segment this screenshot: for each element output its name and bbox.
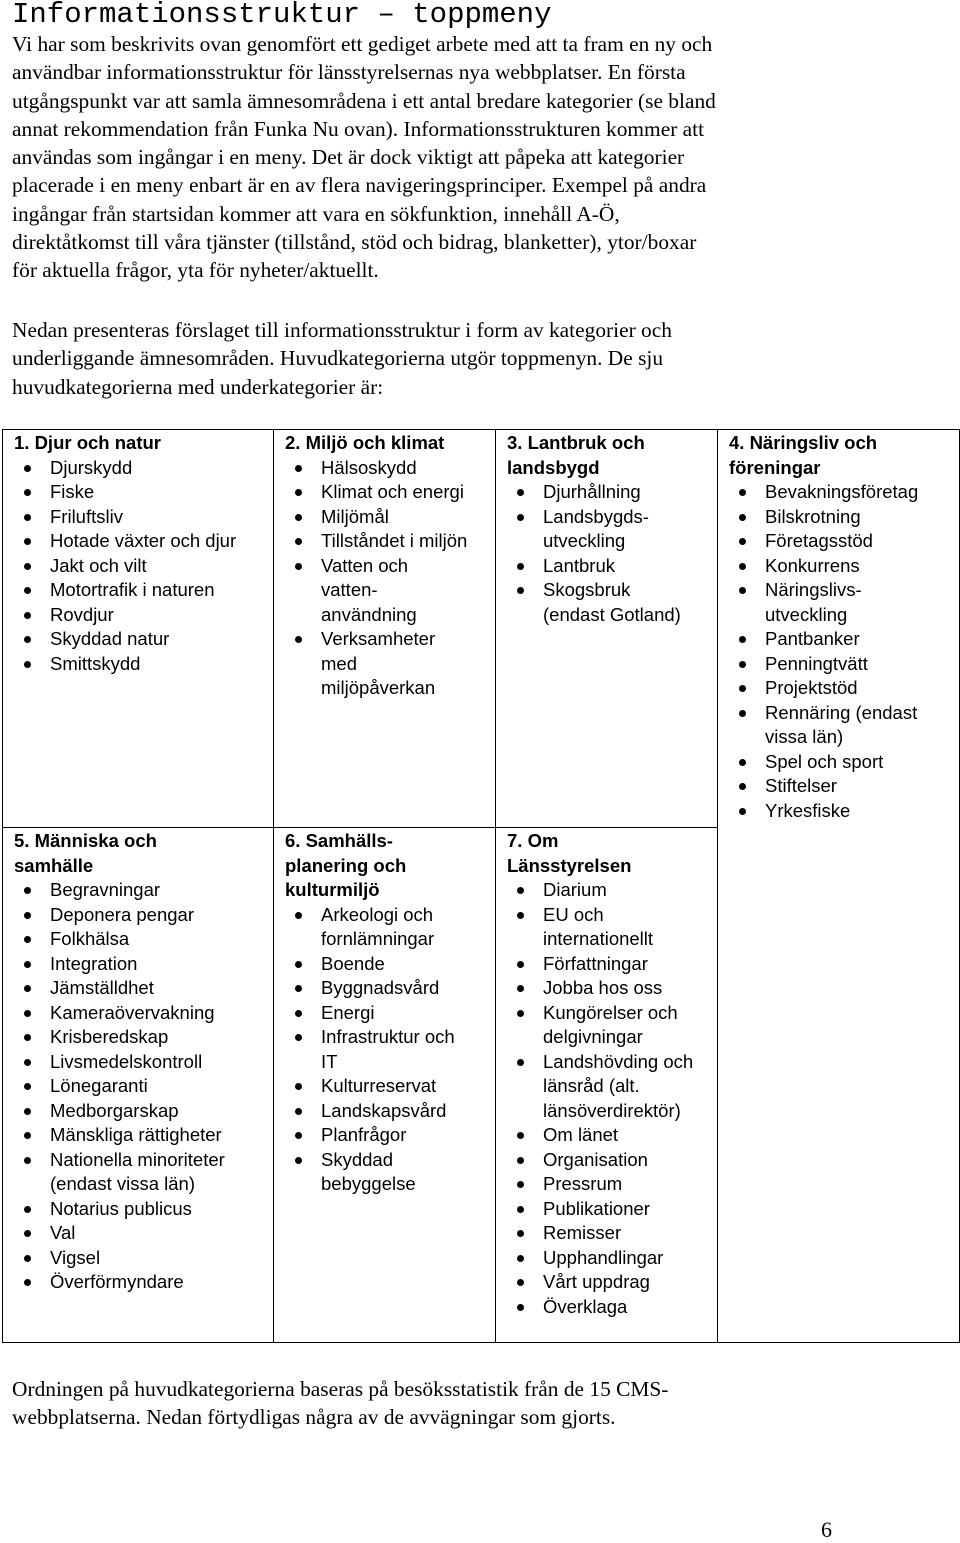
subcategory-label: Författningar xyxy=(543,952,648,974)
subcategory-item xyxy=(729,652,951,677)
subcategory-item xyxy=(285,456,487,481)
subcategory-label: Rennäring (endast xyxy=(765,701,918,723)
subcategory-label: Landshövding och xyxy=(543,1050,694,1072)
category-title-line: 5. Människa och xyxy=(14,830,157,851)
category-cell xyxy=(3,430,274,828)
subcategory-label: Remisser xyxy=(543,1222,622,1243)
subcategory-label: Bilskrotning xyxy=(765,505,861,527)
subcategory-label: Jobba hos oss xyxy=(543,977,663,998)
subcategory-item xyxy=(729,480,951,505)
subcategory-item xyxy=(14,505,265,530)
subcategory-label: Kameraövervakning xyxy=(50,1001,215,1023)
paragraph-line: Vi har som beskrivits ovan genomfört ett gediget arbete med att ta fram en ny och xyxy=(12,32,713,56)
subcategory-item xyxy=(507,1246,709,1271)
subcategory-item xyxy=(507,952,709,977)
category-title-line: 1. Djur och natur xyxy=(14,432,161,453)
subcategory-item xyxy=(14,1074,265,1099)
subcategory-item xyxy=(507,554,709,579)
subcategory-label: Konkurrens xyxy=(765,554,860,576)
category-title xyxy=(729,431,951,480)
subcategory-label: EU och xyxy=(543,903,604,925)
category-title-line: kulturmiljö xyxy=(285,879,380,900)
subcategory-item xyxy=(14,1221,265,1246)
subcategory-label: Rovdjur xyxy=(50,603,114,625)
subcategory-label: Friluftsliv xyxy=(50,505,123,527)
subcategory-label: Infrastruktur och xyxy=(321,1026,455,1047)
subcategory-item xyxy=(507,1123,709,1148)
subcategory-label: vissa län) xyxy=(765,726,844,747)
subcategory-item xyxy=(507,1197,709,1222)
subcategory-label: Yrkesfiske xyxy=(765,799,851,821)
subcategory-item xyxy=(14,1025,265,1050)
subcategory-item xyxy=(14,1197,265,1222)
subcategory-label: Vigsel xyxy=(50,1246,101,1268)
paragraph-line: webbplatserna. Nedan förtydligas några av de avvägningar som gjorts. xyxy=(12,1405,616,1430)
category-title xyxy=(285,431,487,456)
subcategory-label: Medborgarskap xyxy=(50,1099,179,1121)
subcategory-item xyxy=(14,1246,265,1271)
subcategory-label: (endast vissa län) xyxy=(50,1173,195,1194)
subcategory-item xyxy=(285,952,487,977)
category-title-line: Länsstyrelsen xyxy=(507,854,632,876)
subcategory-item xyxy=(14,480,265,505)
subcategory-label: Om länet xyxy=(543,1124,619,1145)
subcategory-item xyxy=(14,627,265,652)
subcategory-list xyxy=(14,456,265,677)
subcategory-list xyxy=(285,903,487,1197)
subcategory-item xyxy=(285,554,487,628)
closing-paragraph xyxy=(12,1375,952,1432)
category-cell xyxy=(718,430,960,1343)
subcategory-label: Vårt uppdrag xyxy=(543,1271,650,1292)
subcategory-label: Upphandlingar xyxy=(543,1246,664,1268)
subcategory-label: IT xyxy=(321,1050,338,1072)
subcategory-label: Miljömål xyxy=(321,505,389,527)
subcategory-item xyxy=(14,554,265,579)
subcategory-item xyxy=(729,799,951,824)
subcategory-item xyxy=(14,976,265,1001)
subcategory-label: Spel och sport xyxy=(765,750,884,772)
subcategory-item xyxy=(285,976,487,1001)
subcategory-label: Lantbruk xyxy=(543,554,615,576)
subcategory-label: Skogsbruk xyxy=(543,579,631,600)
subcategory-label: Landskapsvård xyxy=(321,1099,447,1121)
subcategory-item xyxy=(14,952,265,977)
category-cell xyxy=(274,828,496,1343)
subcategory-label: Folkhälsa xyxy=(50,928,130,949)
subcategory-item xyxy=(285,1123,487,1148)
paragraph-line: användas som ingångar i en meny. Det är dock viktigt att påpeka att kategorier xyxy=(12,145,685,170)
subcategory-item xyxy=(14,652,265,677)
subcategory-item xyxy=(729,505,951,530)
paragraph-line: Nedan presenteras förslaget till informationsstruktur i form av kategorier och xyxy=(12,318,672,342)
subcategory-item xyxy=(507,903,709,952)
subcategory-label: Notarius publicus xyxy=(50,1197,192,1219)
category-cell xyxy=(496,828,718,1343)
subcategory-item xyxy=(14,1099,265,1124)
subcategory-item xyxy=(729,627,951,652)
paragraph-line: huvudkategorierna med underkategorier är: xyxy=(12,374,384,399)
subcategory-label: Begravningar xyxy=(50,879,161,900)
category-title-line: 6. Samhälls- xyxy=(285,830,393,851)
subcategory-label: Val xyxy=(50,1222,76,1243)
subcategory-label: Hotade växter och djur xyxy=(50,530,237,551)
subcategory-label: Bevakningsföretag xyxy=(765,481,919,502)
category-title-line: föreningar xyxy=(729,456,821,478)
category-title xyxy=(507,431,709,480)
category-cell xyxy=(3,828,274,1343)
subcategory-list xyxy=(507,878,709,1319)
section-heading: Informationsstruktur – toppmeny xyxy=(12,0,552,31)
proposal-paragraph xyxy=(12,316,952,401)
subcategory-item xyxy=(14,1050,265,1075)
subcategory-label: Överklaga xyxy=(543,1295,628,1317)
subcategory-item xyxy=(729,676,951,701)
subcategory-item xyxy=(507,878,709,903)
subcategory-item xyxy=(507,1295,709,1320)
subcategory-label: Näringslivs- xyxy=(765,579,862,600)
page-number: 6 xyxy=(821,1517,832,1542)
subcategory-item xyxy=(285,1025,487,1074)
subcategory-item xyxy=(285,1148,487,1197)
subcategory-label: fornlämningar xyxy=(321,928,435,949)
subcategory-item xyxy=(14,603,265,628)
subcategory-label: bebyggelse xyxy=(321,1173,416,1194)
subcategory-item xyxy=(285,1074,487,1099)
subcategory-item xyxy=(14,1001,265,1026)
subcategory-item xyxy=(285,480,487,505)
subcategory-item xyxy=(729,529,951,554)
subcategory-label: Skyddad xyxy=(321,1148,393,1170)
paragraph-line: placerade i en meny enbart är en av flera navigeringsprinciper. Exempel på andra xyxy=(12,173,707,198)
subcategory-label: utveckling xyxy=(765,603,848,625)
subcategory-label: Krisberedskap xyxy=(50,1026,169,1047)
subcategory-label: Hälsoskydd xyxy=(321,456,417,478)
subcategory-label: Fiske xyxy=(50,481,95,502)
subcategory-item xyxy=(14,903,265,928)
subcategory-label: (endast Gotland) xyxy=(543,603,681,625)
category-samhallsplanering-och-kulturmiljo xyxy=(274,828,495,1197)
subcategory-item xyxy=(507,1148,709,1173)
subcategory-label: Vatten och xyxy=(321,554,409,576)
subcategory-list xyxy=(14,878,265,1295)
subcategory-item xyxy=(285,505,487,530)
subcategory-label: Överförmyndare xyxy=(50,1271,184,1292)
subcategory-label: Byggnadsvård xyxy=(321,977,440,998)
category-cell xyxy=(496,430,718,828)
subcategory-label: Tillståndet i miljön xyxy=(321,530,468,551)
subcategory-label: Pressrum xyxy=(543,1173,623,1194)
subcategory-item xyxy=(729,554,951,579)
subcategory-item xyxy=(285,1001,487,1026)
subcategory-item xyxy=(507,578,709,627)
category-title-line: samhälle xyxy=(14,854,94,876)
subcategory-label: Diarium xyxy=(543,879,607,900)
subcategory-item xyxy=(507,480,709,505)
subcategory-item xyxy=(729,750,951,775)
category-djur-och-natur xyxy=(3,430,273,676)
category-miljo-och-klimat xyxy=(274,430,495,701)
category-title-line: 4. Näringsliv och xyxy=(729,432,878,453)
paragraph-line: ingångar från startsidan kommer att vara en sökfunktion, innehåll A-Ö, xyxy=(12,201,620,226)
subcategory-label: Projektstöd xyxy=(765,677,858,698)
category-lantbruk-och-landsbygd xyxy=(496,430,717,627)
subcategory-label: länsråd (alt. xyxy=(543,1075,640,1096)
subcategory-label: Kulturreservat xyxy=(321,1075,437,1096)
subcategory-item xyxy=(507,1050,709,1124)
subcategory-item xyxy=(507,1221,709,1246)
subcategory-label: Mänskliga rättigheter xyxy=(50,1124,222,1145)
subcategory-label: Stiftelser xyxy=(765,775,837,796)
subcategory-label: miljöpåverkan xyxy=(321,677,436,698)
subcategory-label: vatten- xyxy=(321,579,378,600)
subcategory-item xyxy=(285,1099,487,1124)
subcategory-label: Djurhållning xyxy=(543,481,641,502)
subcategory-item xyxy=(729,578,951,627)
subcategory-label: delgivningar xyxy=(543,1026,643,1047)
paragraph-line: underliggande ämnesområden. Huvudkategorierna utgör toppmenyn. De sju xyxy=(12,346,664,371)
category-cell xyxy=(274,430,496,828)
subcategory-label: Kungörelser och xyxy=(543,1001,678,1023)
category-title xyxy=(507,829,709,878)
subcategory-item xyxy=(14,878,265,903)
category-naringsliv-och-foreningar xyxy=(718,430,959,823)
subcategory-label: Motortrafik i naturen xyxy=(50,579,215,600)
subcategory-item xyxy=(285,529,487,554)
subcategory-item xyxy=(507,505,709,554)
paragraph-line: direktåtkomst till våra tjänster (tillstånd, stöd och bidrag, blanketter), ytor/boxar xyxy=(12,230,697,255)
category-title xyxy=(14,829,265,878)
subcategory-item xyxy=(507,1270,709,1295)
subcategory-label: med xyxy=(321,652,357,674)
category-title-line: planering och xyxy=(285,854,407,876)
category-title xyxy=(14,431,265,456)
subcategory-item xyxy=(729,774,951,799)
subcategory-list xyxy=(507,480,709,627)
subcategory-item xyxy=(14,529,265,554)
subcategory-item xyxy=(14,1148,265,1197)
subcategory-label: Publikationer xyxy=(543,1197,650,1219)
subcategory-item xyxy=(285,627,487,701)
subcategory-label: länsöverdirektör) xyxy=(543,1099,681,1121)
subcategory-label: Arkeologi och xyxy=(321,903,434,925)
subcategory-label: Integration xyxy=(50,952,138,974)
subcategory-item xyxy=(507,1001,709,1050)
category-manniska-och-samhalle xyxy=(3,828,273,1295)
subcategory-label: Lönegaranti xyxy=(50,1075,148,1096)
subcategory-label: Nationella minoriteter xyxy=(50,1148,225,1170)
subcategory-label: användning xyxy=(321,603,417,625)
subcategory-item xyxy=(14,456,265,481)
subcategory-label: Penningtvätt xyxy=(765,652,868,674)
subcategory-label: Klimat och energi xyxy=(321,481,464,502)
subcategory-label: Pantbanker xyxy=(765,628,860,649)
category-table xyxy=(2,429,960,1343)
intro-paragraph xyxy=(12,30,952,285)
subcategory-label: Planfrågor xyxy=(321,1124,407,1145)
subcategory-item xyxy=(507,1172,709,1197)
paragraph-line: annat rekommendation från Funka Nu ovan). Informationsstrukturen kommer att xyxy=(12,116,705,141)
subcategory-item xyxy=(729,701,951,750)
subcategory-item xyxy=(14,578,265,603)
subcategory-label: Landsbygds- xyxy=(543,505,649,527)
subcategory-label: Företagsstöd xyxy=(765,530,873,551)
subcategory-list xyxy=(729,480,951,823)
subcategory-label: internationellt xyxy=(543,928,654,949)
subcategory-item xyxy=(507,976,709,1001)
category-title-line: landsbygd xyxy=(507,456,600,478)
subcategory-item xyxy=(285,903,487,952)
subcategory-list xyxy=(285,456,487,701)
subcategory-label: Boende xyxy=(321,952,385,974)
subcategory-label: utveckling xyxy=(543,530,626,551)
subcategory-label: Djurskydd xyxy=(50,456,133,478)
category-title-line: 2. Miljö och klimat xyxy=(285,432,445,453)
category-title xyxy=(285,829,487,903)
subcategory-item xyxy=(14,927,265,952)
category-row xyxy=(3,430,960,828)
subcategory-item xyxy=(14,1123,265,1148)
subcategory-label: Energi xyxy=(321,1001,375,1023)
subcategory-item xyxy=(14,1270,265,1295)
category-om-lansstyrelsen xyxy=(496,828,717,1319)
subcategory-label: Skyddad natur xyxy=(50,628,170,649)
subcategory-label: Deponera pengar xyxy=(50,903,194,925)
subcategory-label: Livsmedelskontroll xyxy=(50,1050,203,1072)
paragraph-line: användbar informationsstruktur för länsstyrelsernas nya webbplatser. En första xyxy=(12,60,686,85)
category-title-line: 7. Om xyxy=(507,830,559,851)
subcategory-label: Organisation xyxy=(543,1148,648,1170)
subcategory-label: Smittskydd xyxy=(50,652,141,674)
paragraph-line: utgångspunkt var att samla ämnesområdena i ett antal bredare kategorier (se bland xyxy=(12,88,716,113)
paragraph-line: för aktuella frågor, yta för nyheter/aktuellt. xyxy=(12,258,379,283)
subcategory-label: Verksamheter xyxy=(321,628,436,649)
subcategory-label: Jakt och vilt xyxy=(50,554,147,576)
subcategory-label: Jämställdhet xyxy=(50,977,154,998)
paragraph-line: Ordningen på huvudkategorierna baseras på besöksstatistik från de 15 CMS- xyxy=(12,1377,669,1401)
category-title-line: 3. Lantbruk och xyxy=(507,432,645,453)
